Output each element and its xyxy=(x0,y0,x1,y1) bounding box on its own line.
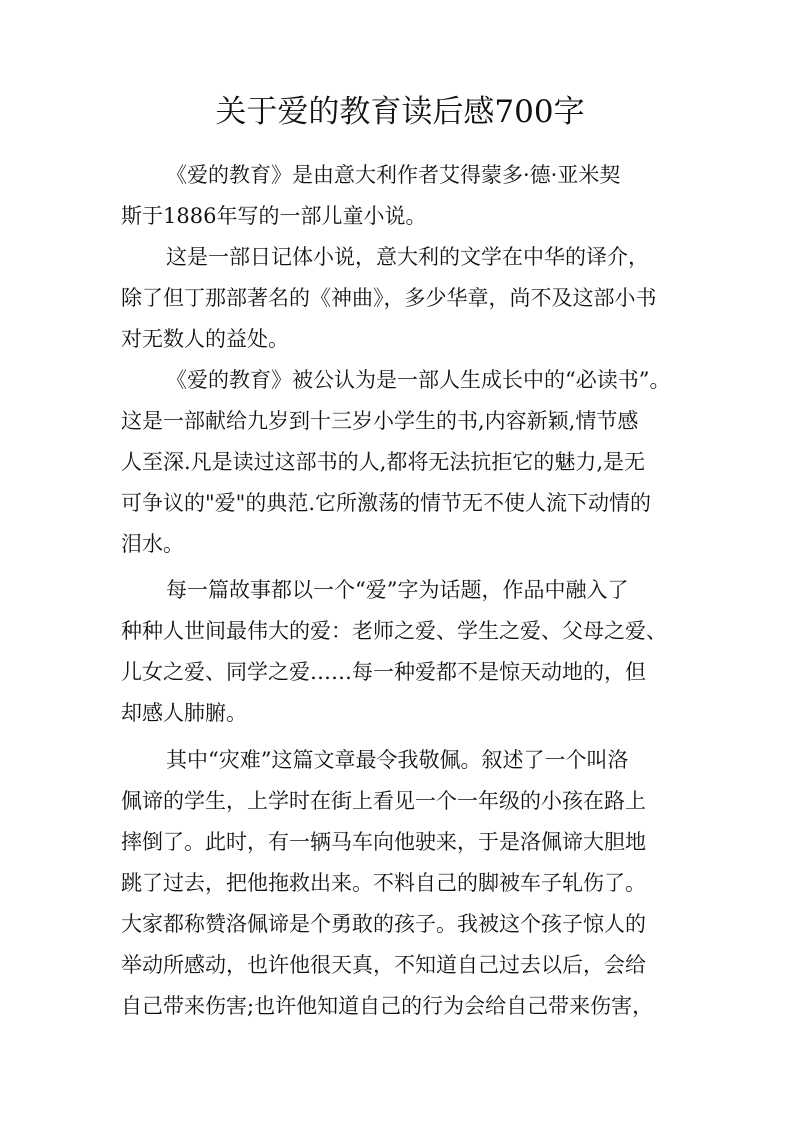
text-line: 大家都称赞洛佩谛是个勇敢的孩子。我被这个孩子惊人的 xyxy=(121,912,646,936)
text-line: 这是一部献给九岁到十三岁小学生的书,内容新颖,情节感 xyxy=(121,409,639,433)
text-line: 《爱的教育》是由意大利作者艾得蒙多·德·亚米契 xyxy=(166,163,621,187)
document-title: 关于爱的教育读后感700字 xyxy=(215,94,585,130)
text-line: 其中“灾难”这篇文章最令我敬佩。叙述了一个叫洛 xyxy=(166,748,629,772)
text-line: 种种人世间最伟大的爱：老师之爱、学生之爱、父母之爱、 xyxy=(121,619,667,643)
text-line: 对无数人的益处。 xyxy=(121,327,289,351)
text-line: 跳了过去，把他拖救出来。不料自己的脚被车子轧伤了。 xyxy=(121,871,646,895)
text-line: 这是一部日记体小说，意大利的文学在中华的译介， xyxy=(166,245,649,269)
text-line: 摔倒了。此时，有一辆马车向他驶来，于是洛佩谛大胆地 xyxy=(121,830,646,854)
text-line: 泪水。 xyxy=(121,532,184,556)
text-line: 自己带来伤害;也许他知道自己的行为会给自己带来伤害， xyxy=(121,994,654,1018)
text-line: 《爱的教育》被公认为是一部人生成长中的“必读书”。 xyxy=(166,368,671,392)
text-line: 每一篇故事都以一个“爱”字为话题，作品中融入了 xyxy=(166,578,629,602)
text-line: 儿女之爱、同学之爱……每一种爱都不是惊天动地的，但 xyxy=(121,660,646,684)
text-line: 却感人肺腑。 xyxy=(121,701,247,725)
text-line: 人至深.凡是读过这部书的人,都将无法抗拒它的魅力,是无 xyxy=(121,450,646,474)
text-line: 除了但丁那部著名的《神曲》，多少华章，尚不及这部小书 xyxy=(121,286,657,310)
text-line: 佩谛的学生，上学时在街上看见一个一年级的小孩在路上 xyxy=(121,789,646,813)
text-line: 斯于1886年写的一部儿童小说。 xyxy=(121,204,427,228)
text-line: 举动所感动，也许他很天真，不知道自己过去以后，会给 xyxy=(121,953,646,977)
text-line: 可争议的"爱"的典范.它所激荡的情节无不使人流下动情的 xyxy=(121,491,651,515)
